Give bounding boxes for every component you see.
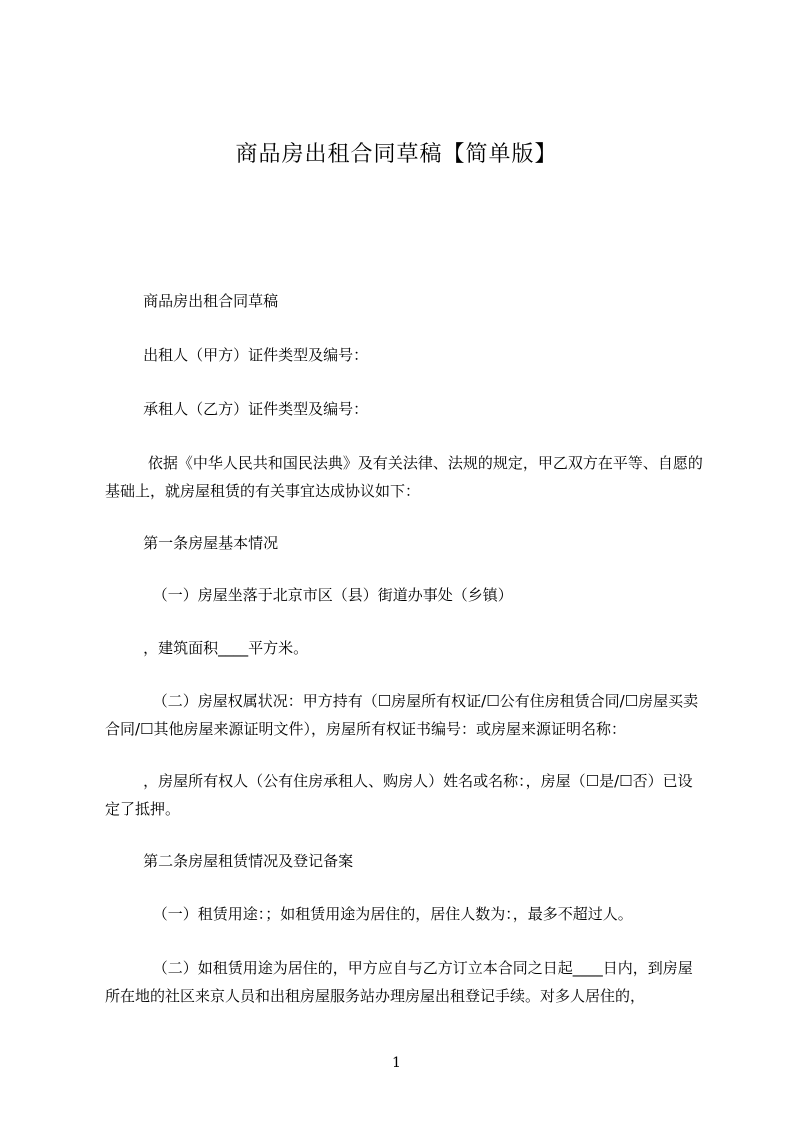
paragraph-article-2-heading: 第二条房屋租赁情况及登记备案 [105, 852, 354, 870]
paragraph-lessor: 出租人（甲方）证件类型及编号： [105, 346, 369, 364]
paragraph-registration: （二）如租赁用途为居住的，甲方应自与乙方订立本合同之日起____日内，到房屋所在地的社区来京人员和出租房屋服务站办理房屋出租登记手续。对多人居住的， [105, 959, 693, 1005]
paragraph-lessee: 承租人（乙方）证件类型及编号： [105, 400, 369, 418]
paragraph-article-1-heading: 第一条房屋基本情况 [105, 534, 279, 552]
paragraph-owner-name: ，房屋所有权人（公有住房承租人、购房人）姓名或名称：，房屋（☐是/☐否）已设定了抵押。 [105, 772, 693, 818]
page-number: 1 [392, 1055, 401, 1071]
paragraph-basis: 依据《中华人民共和国民法典》及有关法律、法规的规定，甲乙双方在平等、自愿的基础上，就房屋租赁的有关事宜达成协议如下： [105, 454, 703, 500]
paragraph-ownership: （二）房屋权属状况：甲方持有（☐房屋所有权证/☐公有住房租赁合同/☐房屋买卖合同/☐其他房屋来源证明文件），房屋所有权证书编号：或房屋来源证明名称： [105, 692, 699, 738]
paragraph-rental-use: （一）租赁用途：；如租赁用途为居住的，居住人数为：，最多不超过人。 [105, 905, 633, 923]
paragraph-area: ，建筑面积____平方米。 [105, 639, 309, 657]
paragraph-location: （一）房屋坐落于北京市区（县）街道办事处（乡镇） [105, 586, 513, 604]
paragraph-doc-heading: 商品房出租合同草稿 [105, 292, 279, 310]
page-title: 商品房出租合同草稿【简单版】 [235, 142, 558, 167]
